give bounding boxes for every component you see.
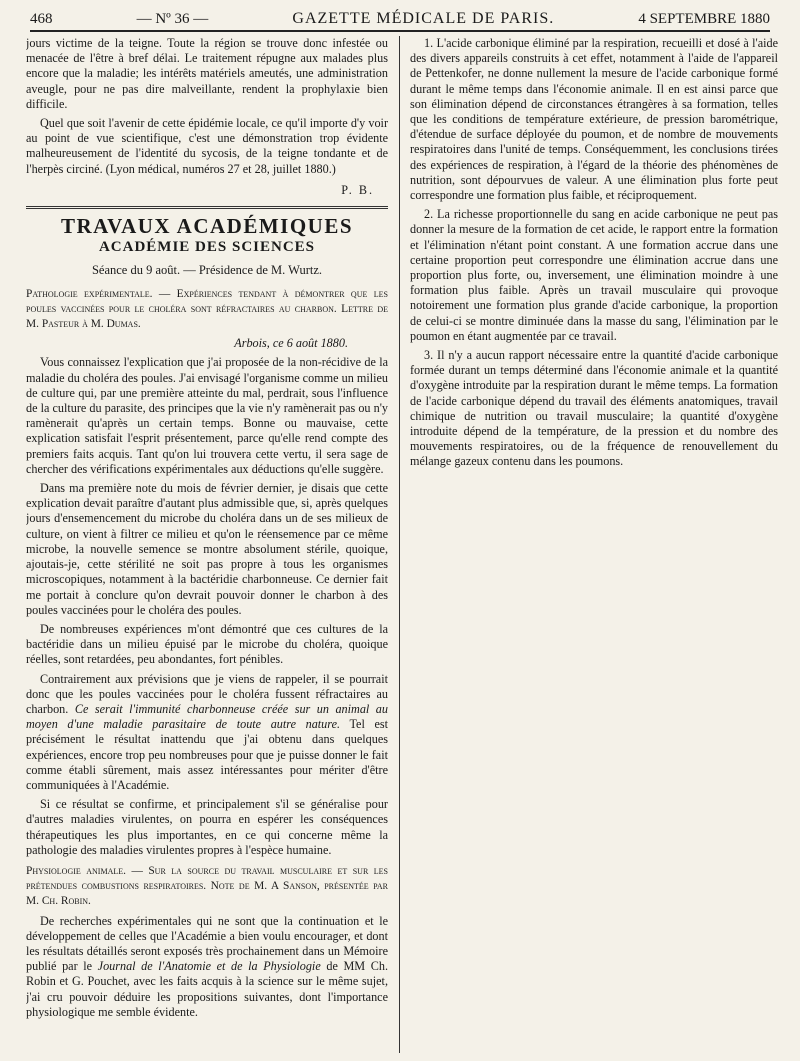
paragraph: jours victime de la teigne. Toute la région se trouve donc infestée ou menacée de l'être à bref délai. Le traitement répugne aux malades plus encore que la maladie; les intérêts matériels ameutés, une administration aveugle, pour ne pas dire malveillante, rendent la prophylaxie bien difficile. <box>26 36 388 111</box>
issue-number: — Nº 36 — <box>136 10 209 27</box>
right-column <box>410 36 778 1053</box>
paragraph <box>26 672 388 794</box>
text-span: De recherches expérimentales qui ne sont que la continuation et le développement de celles que l'Académie a bien voulu encourager, et dont les résultats détaillés seront exposés très prochainement dans un Mémoire publié par le <box>26 913 388 974</box>
numbered-paragraph: 1. L'acide carbonique éliminé par la respiration, recueilli et dosé à l'aide des divers appareils construits à cet effet, notamment à l'aide de l'appareil de Pettenkofer, ne donne nullement la mesure de l'acide carbonique formé durant le même temps dans l'économie animale. Il en est ainsi parce que son élimination dépend de circonstances étrangères à sa formation, telles que les conditions de température extérieure, de pression barométrique, d'étendue de surface déployée du poumon, et de nombre de mouvements respiratoires dans l'unité de temps. Conséquemment, les conclusions tirées des expériences de respiration, à l'égard de la théorie des phénomènes de nutrition, sont dépourvues de valeur. A une élimination plus forte peut correspondre une formation plus faible, et réciproquement. <box>410 36 778 203</box>
running-header <box>30 8 770 32</box>
text-span: de MM Ch. Robin et G. Pouchet, avec les faits acquis à la science sur le même sujet, j'ai cru pouvoir déduire les propositions suivantes, dont l'importance physiologique me semble évidente. <box>26 959 388 1019</box>
letter-date: Arbois, ce 6 août 1880. <box>234 336 348 351</box>
paragraph: De nombreuses expériences m'ont démontré que ces cultures de la bactéridie dans un milieu épuisé par le microbe du choléra, quoique réelles, sont retardées, peu abondantes, fort pénibles. <box>26 621 388 667</box>
section-divider <box>26 206 388 209</box>
paragraph: Quel que soit l'avenir de cette épidémie locale, ce qu'il importe d'y voir au point de vue scientifique, c'est une démonstration trop évidente malheureusement de l'identité du sycosis, de la teigne tondante et de l'herpès circiné. (Lyon médical, numéros 27 et 28, juillet 1880.) <box>26 116 388 176</box>
paragraph <box>26 914 388 1020</box>
paragraph: Vous connaissez l'explication que j'ai proposée de la non-récidive de la maladie du choléra des poules. J'ai envisagé l'organisme comme un milieu de culture qui, par une première atteinte du mal, perdrait, sous l'influence de la culture du parasite, des principes que la vie n'y ramènerait pas ou n'y ramènerait qu'après un certain temps. Bonne ou mauvaise, cette explication satisfait l'esprit présentement, parce qu'elle rend compte des premiers faits acquis. Tant qu'on lui trouvera cette vertu, il sera sage de chercher des vérifications expérimentales aux déductions qu'elle suggère. <box>26 355 388 476</box>
numbered-paragraph: 3. Il n'y a aucun rapport nécessaire entre la quantité d'acide carbonique formée durant un temps déterminé dans l'économie animale et la quantité d'oxygène introduite par la respiration durant le même temps. La formation de l'acide carbonique dépend du travail des éléments anatomiques, travail chimique de nutrition ou travail musculaire; la quantité d'oxygène introduite dépend de la température, de la pression et du nombre des mouvements respiratoires, ou de la fréquence de renouvellement du mélange gazeux contenu dans les poumons. <box>410 348 778 469</box>
left-column <box>26 36 388 1053</box>
text-span: Contrairement aux prévisions que je viens de rappeler, il se pourrait donc que les poules vaccinées pour le choléra fussent réfractaires au charbon. <box>26 671 388 716</box>
article-heading: Physiologie animale. — Sur la source du travail musculaire et sur les prétendues combustions respiratoires. Note de M. A Sanson, présentée par M. Ch. Robin. <box>26 864 388 908</box>
journal-reference: Journal de l'Anatomie et de la Physiologie <box>97 959 321 974</box>
paragraph: Si ce résultat se confirme, et principalement s'il se généralise pour d'autres maladies virulentes, on pourra en espérer les conséquences thérapeutiques les plus importantes, en ce qui concerne même la pathologie des maladies virulentes propres à l'espèce humaine. <box>26 797 388 857</box>
signature: P. B. <box>341 182 374 197</box>
numbered-paragraph: 2. La richesse proportionnelle du sang en acide carbonique ne peut pas donner la mesure de la formation de cet acide, le rapport entre la formation et l'élimination n'étant point constant. A une formation accrue dans une certaine proportion peut correspondre une élimination accrue dans une proportion plus forte, ou, inversement, une élimination moindre à une formation plus faible. Après un travail musculaire qui provoque notoirement une formation plus grande d'acide carbonique, la proportion de celui-ci se montre diminuée dans la masse du sang, l'élimination par le poumon en étant augmentée par ce travail. <box>410 207 778 343</box>
page-number: 468 <box>30 10 53 27</box>
text-span: Tel est précisément le résultat inattendu que j'ai obtenu dans quelques expériences, encore trop peu nombreuses pour que je puisse donner le fait comme établi sûrement, mais assez intéressantes pour mériter d'être communiquées à l'Académie. <box>26 717 388 792</box>
section-subtitle: ACADÉMIE DES SCIENCES <box>98 239 316 256</box>
issue-date: 4 SEPTEMBRE 1880 <box>638 10 770 27</box>
section-title: TRAVAUX ACADÉMIQUES <box>60 214 354 239</box>
journal-title: GAZETTE MÉDICALE DE PARIS. <box>292 10 555 27</box>
paragraph: Dans ma première note du mois de février dernier, je disais que cette explication devait paraître d'autant plus admissible que, si, après quelques jours d'ensemencement du microbe du choléra dans un de ses milieux de culture, on vient à filtrer ce milieu et qu'on le réensemence par ce même microbe, la nouvelle semence se montre absolument stérile, quoique, ajoutais-je, cette stérilité ne soit pas propre à tous les organismes microscopiques, notamment à la bactéridie charbonneuse. Ce dernier fait me portait à conclure qu'on devrait pouvoir donner le charbon à des poules vaccinées pour le choléra des poules. <box>26 481 388 617</box>
session-line: Séance du 9 août. — Présidence de M. Wurtz. <box>91 263 323 278</box>
column-rule <box>399 36 400 1053</box>
italic-span: Ce serait l'immunité charbonneuse créée sur un animal au moyen d'une maladie parasitaire de toute autre nature. <box>26 701 388 732</box>
article-heading: Pathologie expérimentale. — Expériences tendant à démontrer que les poules vaccinées pour le choléra sont réfractaires au charbon. Lettre de M. Pasteur à M. Dumas. <box>26 287 388 331</box>
